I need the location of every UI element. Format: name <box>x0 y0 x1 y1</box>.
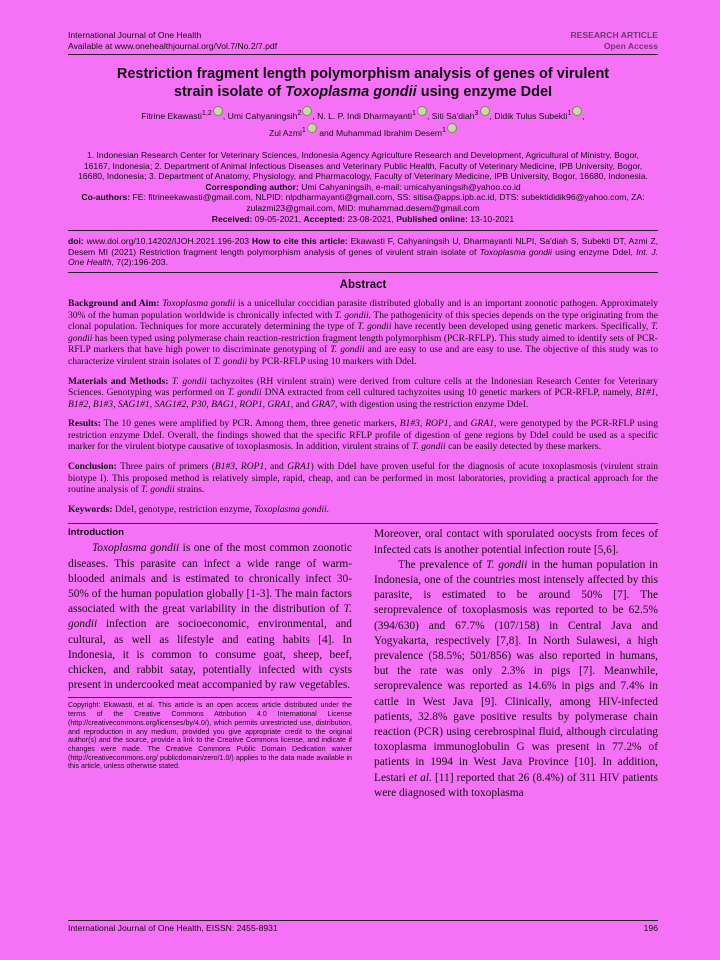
abstract-background: Background and Aim: Toxoplasma gondii is a unicellular coccidian parasite distributed globally and is an important zoonotic pathogen. Approximately 30% of the human population worldwide is chronically infected with T. gondii. The pathogenicity of this species depends on the type originating from the clonal population. Techniques for more accurately determining the type of T. gondii have recently been developed using genetic markers. Specifically, T. gondii has been typed using polymerase chain reaction-restriction fragment length polymorphism (PCR-RFLP). This study aimed to identify sets of PCR-RFLP markers that have high power to discriminate genotyping of T. gondii and are easy to use and are easy to use. The objective of this study was to characterize virulent strain isolates of T. gondii by PCR-RFLP using 10 markers with DdeI. <box>68 297 659 367</box>
orcid-icon[interactable] <box>213 106 223 116</box>
orcid-icon[interactable] <box>447 123 457 133</box>
article-dates: Received: 09-05-2021, Accepted: 23-08-2021, Published online: 13-10-2021 <box>211 213 515 224</box>
intro-paragraph-3: The prevalence of T. gondii in the human population in Indonesia, one of the countries most intensely affected by this parasite, is estimated to be around 50% [7]. The seroprevalence of toxoplasmosis was reported to be 62.5% (394/630) and 67.7% (107/158) in Central Java and Yogyakarta, respectively [7,8]. In North Sulawesi, a high prevalence (58.5%; 501/856) was also reported in humans, but the rate was only 2.3% in pigs [7]. Meanwhile, seroprevalence was reported as 14.6% in pigs and 7.4% in cattle in West Java [9]. Clinically, among HIV-infected patients, 32.8% gave positive results by polymerase chain reaction (PCR) using cerebrospinal fluid, although circulating toxoplasma immunoglobulin G was present in 77.2% of patients in 1994 in West Java Province [10]. In addition, Lestari et al. [11] reported that 26 (8.4%) of 311 HIV patients were diagnosed with toxoplasma <box>374 558 658 799</box>
intro-paragraph-2: Moreover, oral contact with sporulated oocysts from feces of infected cats is another potential infection route [5,6]. <box>374 528 658 556</box>
page-footer <box>68 920 658 933</box>
abstract-methods: Materials and Methods: T. gondii tachyzoites (RH virulent strain) were derived from culture cells at the Indonesian Research Center for Veterinary Sciences. Genotyping was performed on T. gondii DNA extracted from cell cultured tachyzoites using 10 genetic markers of PCR-RFLP, namely, B1#1, B1#2, B1#3, SAG1#1, SAG1#2, P30, BAG1, ROP1, GRA1, and GRA7, with digestion using the restriction enzyme DdeI. <box>68 375 659 410</box>
intro-paragraph-1: Toxoplasma gondii is one of the most common zoonotic diseases. This parasite can infect a wide range of warm-blooded animals and is estimated to chronically infect 30-50% of the human population globally [1-3]. The main factors associated with the great variability in the distribution of T. gondii infection are socioeconomic, environmental, and cultural, as well as lifestyle and eating habits [4]. In Indonesia, it is common to consume goat, sheep, beef, chicken, and rabbit satay, potentially infected with cysts present in undercooked meat accompanied by raw vegetables. <box>68 542 352 692</box>
header-rule <box>68 54 658 55</box>
footer-journal: International Journal of One Health, EISSN: 2455-8931 <box>68 923 278 933</box>
right-column <box>374 527 658 801</box>
copyright-notice: Copyright: Ekawasti, et al. This article is an open access article distributed under the terms of the Creative Commons Attribution 4.0 International License (http://creativecommons.org/licenses/by/4.0/), which permits unrestricted use, distribution, and reproduction in any medium, provided you give appropriate credit to the original author(s) and the source, provide a link to the Creative Commons license, and indicate if changes were made. The Creative Commons Public Domain Dedication waiver (http://creativecommons.org/ publicdomain/zero/1.0/) applies to the data made available in this article, unless otherwise stated. <box>68 697 352 771</box>
orcid-icon[interactable] <box>480 106 490 116</box>
open-access-label: Open Access <box>603 41 658 51</box>
citation-bottom-rule <box>68 272 658 273</box>
running-header <box>68 30 658 52</box>
corresponding-author: Corresponding author: Umi Cahyaningsih, e-mail: umicahyaningsih@yahoo.co.id <box>205 181 521 192</box>
orcid-icon[interactable] <box>572 106 582 116</box>
abstract-results: Results: The 10 genes were amplified by PCR. Among them, three genetic markers, B1#3, ROP1, and GRA1, were genotyped by the PCR-RFLP using restriction enzyme DdeI. Overall, the findings showed that the specific RFLP profile of digestion of gene regions by DdeI could be used as a specific marker for the virulent biotype causative of toxoplasmosis. In addition, virulent strains of T. gondii can be easily detected by these markers. <box>68 418 658 453</box>
author-list: Fitrine Ekawasti$^{1,2}$ , Umi Cahyaningsih$^2$ , N. L. P. Indi Dharmayanti$^1$ , Siti Sa'diah$^3$ , Didik Tulus Subekti$^1$ , Zul Azmi$^1$ and Muhammad Ibrahim Desem$^1$ <box>88 106 638 140</box>
co-authors: Co-authors: FE: fitrineekawasti@gmail.com, NLPID: nlpdharmayanti@gmail.com, SS: sitisa@apps.ipb.ac.id, DTS: subektididik96@yahoo.com, ZA: zulazmi23@gmail.com, MID: muhammad.desem@gmail.com <box>81 192 645 213</box>
orcid-icon[interactable] <box>417 106 427 116</box>
article-title: Restriction fragment length polymorphism analysis of genes of virulent strain isolate of Toxoplasma gondii using enzyme DdeI <box>116 66 610 100</box>
citation-top-rule <box>68 230 658 231</box>
abstract-conclusion: Conclusion: Three pairs of primers (B1#3, ROP1, and GRA1) with DdeI have proven useful for the diagnosis of acute toxoplasmosis (virulent strain biotype I). This proposed method is relatively simple, rapid, cheap, and can be performed in most laboratories, providing a practical approach for the routine analysis of T. gondii strains. <box>68 461 658 496</box>
article-page <box>68 30 658 801</box>
orcid-icon[interactable] <box>307 123 317 133</box>
orcid-icon[interactable] <box>302 106 312 116</box>
affiliations: 1. Indonesian Research Center for Veterinary Sciences, Indonesia Agency Agriculture Research and Development, Agricultural of Ministry, Bogor, 16167, Indonesia; 2. Department of Animal Infectious Diseases and Veterinary Public Health, Faculty of Veterinary Medicine, IPB University, Bogor, 16680, Indonesia; 3. Department of Anatomy, Physiology, and Pharmacology, Faculty of Veterinary Medicine, IPB University, Bogor, 16680, Indonesia. <box>78 150 648 182</box>
journal-url[interactable]: Available at www.onehealthjournal.org/Vol.7/No.2/7.pdf <box>68 41 278 51</box>
citation-block: doi: www.doi.org/10.14202/IJOH.2021.196-203 How to cite this article: Ekawasti F, Cahyaningsih U, Dharmayanti NLPI, Sa'diah S, Subekti DT, Azmi Z, Desem MI (2021) Restriction fragment length polymorphism analysis of genes of virulent strain isolate of Toxoplasma gondii using enzyme DdeI, Int. J. One Health, 7(2):196-203. <box>68 236 659 268</box>
article-type: RESEARCH ARTICLE <box>570 30 658 40</box>
abstract-bottom-rule <box>68 523 658 524</box>
affiliations-block <box>76 150 650 224</box>
keywords: Keywords: DdeI, genotype, restriction enzyme, Toxoplasma gondii. <box>68 503 330 515</box>
body-columns <box>68 527 658 801</box>
left-column <box>68 527 352 801</box>
doi-link[interactable]: www.doi.org/10.14202/IJOH.2021.196-203 <box>86 236 250 247</box>
page-number: 196 <box>643 923 658 933</box>
introduction-heading: Introduction <box>68 527 124 539</box>
abstract-heading: Abstract <box>339 278 387 291</box>
journal-name: International Journal of One Health <box>68 30 202 40</box>
